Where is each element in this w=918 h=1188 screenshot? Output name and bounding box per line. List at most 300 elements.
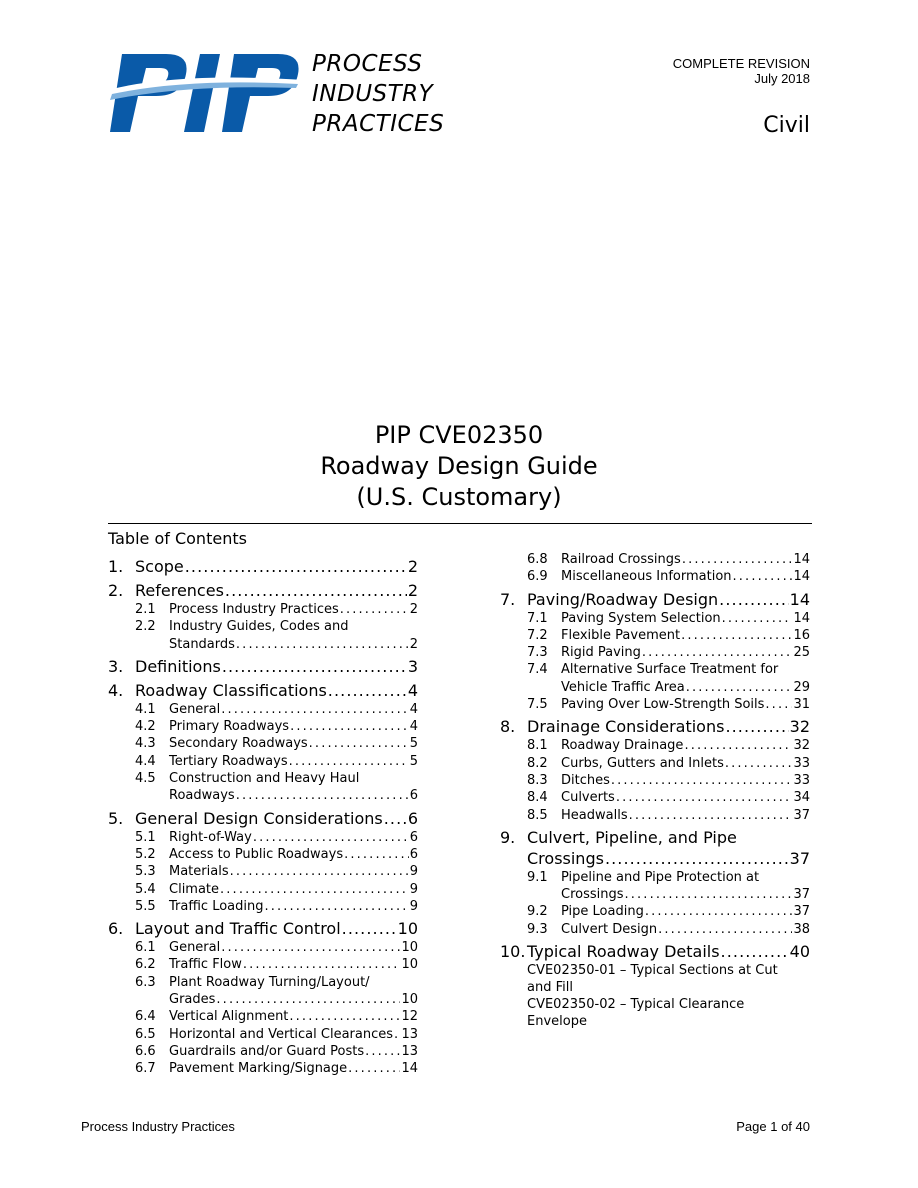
toc-page-number: 12	[401, 1009, 418, 1025]
toc-subentry-label: General	[169, 701, 221, 717]
toc-section-line	[500, 827, 810, 848]
toc-subentry-label: Pavement Marking/Signage	[169, 1061, 348, 1077]
toc-subentry	[500, 789, 810, 806]
toc-subentry-line	[135, 735, 418, 752]
toc-subentry-label: Rigid Paving	[561, 645, 641, 661]
revision-block	[673, 56, 810, 86]
toc-subentry-line	[527, 551, 810, 568]
toc-page-number: 14	[793, 552, 810, 567]
toc-subentry-number: 6.5	[135, 1026, 156, 1042]
toc-subentry-line	[135, 956, 418, 973]
toc-leader	[658, 921, 792, 938]
toc-subentry-label: Guardrails and/or Guard Posts	[169, 1043, 365, 1059]
toc-subentry-number: 8.4	[527, 790, 548, 806]
toc-section-number: 10.	[500, 942, 526, 962]
toc-leader	[221, 939, 400, 956]
toc-subentry-number: 6.4	[135, 1009, 156, 1025]
toc-section-label: Roadway Classifications	[135, 680, 327, 700]
toc-section-line	[500, 941, 810, 962]
toc-left-column	[108, 553, 418, 1078]
toc-subentry-label: Materials	[169, 864, 229, 880]
toc-page-number: 40	[789, 942, 810, 962]
toc-subentry-line	[135, 718, 418, 735]
toc-leader	[309, 735, 409, 752]
toc-subentry-number: 6.9	[527, 569, 548, 585]
toc-page-number: 16	[793, 627, 810, 643]
toc-subentry-line	[135, 1026, 418, 1043]
toc-leader	[220, 881, 409, 898]
toc-subentry-label: Traffic Loading	[169, 898, 264, 914]
toc-subentry-number: 6.7	[135, 1061, 156, 1077]
toc-subentry-label: Roadways	[169, 788, 235, 804]
toc-subentry-line	[527, 789, 810, 806]
toc-appendix-line: and Fill	[527, 980, 573, 996]
toc-subentry	[108, 735, 418, 752]
toc-subentry-label: Plant Roadway Turning/Layout/	[169, 974, 370, 990]
toc-section	[108, 918, 418, 1077]
toc-subentry-line	[135, 1008, 418, 1025]
toc-section-label: References	[135, 581, 224, 600]
toc-subentry-line	[527, 644, 810, 661]
footer-left: Process Industry Practices	[81, 1119, 235, 1134]
toc-subentry	[108, 1026, 418, 1043]
toc-heading: Table of Contents	[108, 529, 247, 548]
toc-leader	[616, 789, 793, 806]
toc-subentry-label: Access to Public Roadways	[169, 846, 344, 862]
toc-subentry-label: Climate	[169, 881, 220, 897]
toc-leader	[264, 898, 408, 915]
toc-page-number: 34	[793, 790, 810, 806]
toc-section-number: 3.	[108, 656, 124, 676]
toc-leader	[216, 991, 400, 1008]
toc-subentry-line	[135, 1060, 418, 1077]
toc-leader	[645, 903, 793, 920]
toc-section-line	[108, 808, 418, 829]
toc-subentry-number: 6.3	[135, 974, 156, 990]
toc-leader	[725, 755, 793, 772]
toc-subentry-label: Pipeline and Pipe Protection at	[561, 869, 760, 885]
toc-leader	[721, 941, 789, 962]
toc-subentry-line	[527, 568, 810, 585]
toc-subentry-label: Construction and Heavy Haul	[169, 771, 360, 787]
toc-subentry-line	[135, 991, 418, 1008]
toc-subentry-number: 4.5	[135, 771, 156, 787]
toc-subentry-line	[135, 829, 418, 846]
toc-leader	[243, 956, 401, 973]
toc-page-number: 5	[409, 736, 418, 752]
toc-subentry	[500, 568, 810, 585]
toc-subentry-label: Culvert Design	[561, 921, 658, 937]
toc-subentry-line	[135, 753, 418, 770]
toc-subentry-label: Industry Guides, Codes and	[169, 619, 349, 635]
logo-letter-i	[184, 54, 220, 132]
toc-section	[500, 589, 810, 714]
toc-section-label: Typical Roadway Details	[527, 942, 720, 962]
toc-subentry-number: 4.1	[135, 701, 156, 717]
toc-leader	[230, 863, 409, 880]
toc-subentry-label: Vertical Alignment	[169, 1009, 289, 1025]
toc-subentry-line	[527, 921, 810, 938]
toc-subentry	[500, 772, 810, 789]
toc-leader	[222, 656, 407, 677]
toc-page-number: 25	[793, 645, 810, 661]
toc-subentry-label: Curbs, Gutters and Inlets	[561, 755, 724, 771]
toc-section	[108, 556, 418, 577]
toc-section-line	[108, 580, 418, 601]
toc-leader	[253, 829, 409, 846]
toc-subentry-label: Tertiary Roadways	[169, 753, 288, 769]
toc-page-number: 33	[793, 772, 810, 788]
toc-subentry-number: 5.3	[135, 864, 156, 880]
toc-subentry	[108, 829, 418, 846]
toc-appendix-line: CVE02350-02 – Typical Clearance	[527, 997, 745, 1013]
toc-section-continued	[500, 551, 810, 586]
toc-section	[108, 580, 418, 653]
toc-section-number: 9.	[500, 827, 516, 847]
toc-subentry-label: Horizontal and Vertical Clearances	[169, 1026, 394, 1042]
toc-subentry-number: 9.2	[527, 904, 548, 920]
toc-subentry-line	[135, 939, 418, 956]
toc-section	[500, 827, 810, 938]
toc-subentry-label: Miscellaneous Information	[561, 569, 732, 585]
divider	[108, 523, 812, 524]
toc-leader	[328, 680, 407, 701]
toc-section	[108, 808, 418, 915]
toc-page-number: 9	[409, 898, 418, 914]
toc-leader	[348, 1060, 400, 1077]
toc-subentry	[108, 939, 418, 956]
toc-leader	[394, 1026, 400, 1043]
toc-leader	[605, 848, 789, 869]
toc-section	[500, 941, 810, 1030]
toc-page-number: 9	[409, 881, 418, 897]
toc-subentry-line	[527, 696, 810, 713]
toc-subentry	[500, 807, 810, 824]
toc-leader	[344, 846, 409, 863]
toc-subentry-line	[135, 881, 418, 898]
toc-page-number: 14	[789, 589, 810, 609]
toc-subentry-number: 4.4	[135, 753, 156, 769]
toc-section-label: Paving/Roadway Design	[527, 589, 719, 609]
toc-subentry-label: Crossings	[561, 887, 624, 903]
toc-page-number: 2	[409, 602, 418, 617]
toc-leader	[684, 737, 792, 754]
toc-subentry-number: 7.3	[527, 645, 548, 661]
toc-section-number: 7.	[500, 589, 516, 609]
toc-subentry-number: 7.1	[527, 610, 548, 626]
toc-subentry	[500, 627, 810, 644]
toc-subentry-label: Pipe Loading	[561, 904, 644, 920]
toc-page-number: 10	[401, 992, 418, 1008]
toc-subentry-line	[527, 737, 810, 754]
toc-subentry-line	[135, 846, 418, 863]
logo-line: INDUSTRY	[312, 81, 434, 107]
revision-date: July 2018	[754, 71, 810, 86]
toc-page-number: 2	[407, 557, 418, 576]
toc-section-line	[500, 716, 810, 737]
title-line-2: Roadway Design Guide	[320, 452, 598, 480]
toc-subentry-number: 6.2	[135, 957, 156, 973]
title-line-3: (U.S. Customary)	[356, 483, 562, 511]
toc-leader	[289, 753, 409, 770]
toc-subentry-line	[135, 787, 418, 804]
toc-section	[108, 656, 418, 677]
logo-line: PROCESS	[312, 51, 423, 77]
toc-page-number: 6	[409, 846, 418, 862]
toc-page-number: 3	[407, 656, 418, 676]
toc-page-number: 2	[409, 636, 418, 652]
toc-subentry-line	[135, 898, 418, 915]
toc-page-number: 4	[409, 701, 418, 717]
toc-section-line	[500, 589, 810, 610]
toc-page-number: 38	[793, 921, 810, 937]
toc-subentry-number: 6.6	[135, 1043, 156, 1059]
toc-subentry	[500, 903, 810, 920]
toc-subentry-label: Alternative Surface Treatment for	[561, 662, 779, 678]
toc-subentry-line	[135, 618, 418, 635]
toc-page-number: 10	[397, 919, 418, 939]
toc-leader	[236, 787, 409, 804]
toc-section-label: Culvert, Pipeline, and Pipe	[527, 827, 737, 847]
toc-subentry-number: 9.3	[527, 921, 548, 937]
toc-subentry-line	[527, 772, 810, 789]
toc-section-label: Crossings	[527, 848, 604, 868]
toc-leader	[290, 718, 409, 735]
toc-subentry-number: 8.2	[527, 755, 548, 771]
logo-wordmark	[312, 49, 444, 139]
toc-leader	[384, 808, 407, 829]
toc-subentry	[500, 551, 810, 568]
toc-subentry	[108, 1008, 418, 1025]
toc-subentry-number: 7.5	[527, 697, 548, 713]
logo-letter-p2	[222, 54, 299, 132]
toc-subentry-number: 6.8	[527, 552, 548, 567]
toc-page-number: 32	[793, 738, 810, 754]
logo-line: PRACTICES	[312, 111, 445, 137]
toc-subentry	[500, 644, 810, 661]
toc-subentry-number: 2.1	[135, 602, 156, 617]
toc-section-number: 8.	[500, 717, 516, 737]
toc-subentry-line	[527, 627, 810, 644]
toc-subentry-number: 5.4	[135, 881, 156, 897]
toc-leader	[225, 580, 407, 601]
toc-page-number: 9	[409, 864, 418, 880]
toc-leader	[340, 601, 409, 618]
toc-appendix-line: Envelope	[527, 1014, 587, 1030]
toc-page-number: 6	[407, 808, 418, 828]
toc-subentry-line	[527, 886, 810, 903]
toc-subentry-line	[135, 601, 418, 618]
toc-leader	[686, 679, 793, 696]
toc-subentry-number: 5.1	[135, 829, 156, 845]
title-line-1: PIP CVE02350	[374, 421, 544, 449]
toc-subentry-line	[527, 661, 810, 678]
toc-subentry-line	[135, 863, 418, 880]
toc-subentry	[108, 718, 418, 735]
toc-subentry-number: 7.4	[527, 662, 548, 678]
toc-subentry-label: Flexible Pavement	[561, 627, 681, 643]
toc-subentry-label: Process Industry Practices	[169, 602, 339, 617]
toc-subentry-number: 5.5	[135, 898, 156, 914]
toc-subentry	[108, 863, 418, 880]
category-label: Civil	[763, 113, 810, 138]
toc-page-number: 10	[401, 940, 418, 956]
toc-subentry-label: Paving Over Low-Strength Soils	[561, 697, 765, 713]
toc-subentry-line	[135, 974, 418, 991]
toc-section	[108, 680, 418, 805]
toc-page-number: 29	[793, 679, 810, 695]
toc-leader	[765, 696, 792, 713]
toc-subentry-line	[527, 807, 810, 824]
toc-subentry-number: 8.5	[527, 807, 548, 823]
toc-subentry-label: Primary Roadways	[169, 719, 290, 735]
toc-page-number: 2	[407, 581, 418, 600]
toc-subentry-number: 5.2	[135, 846, 156, 862]
toc-subentry-line	[527, 869, 810, 886]
toc-subentry	[108, 770, 418, 805]
toc-subentry-label: Grades	[169, 992, 216, 1008]
toc-section-number: 5.	[108, 808, 124, 828]
toc-subentry-label: Ditches	[561, 772, 610, 788]
toc-subentry	[500, 869, 810, 904]
toc-subentry-line	[527, 903, 810, 920]
toc-section-label: Scope	[135, 557, 184, 576]
toc-subentry-line	[135, 770, 418, 787]
toc-leader	[342, 918, 397, 939]
toc-subentry-label: Right-of-Way	[169, 829, 252, 845]
toc-right-column	[500, 548, 810, 1030]
toc-leader	[221, 701, 408, 718]
toc-subentry	[108, 1060, 418, 1077]
toc-subentry	[108, 956, 418, 973]
document-title	[0, 420, 918, 513]
toc-page-number: 37	[793, 887, 810, 903]
toc-leader	[365, 1043, 400, 1060]
toc-leader	[625, 886, 793, 903]
toc-section-number: 6.	[108, 919, 124, 939]
toc-page-number: 32	[789, 717, 810, 737]
toc-section-line	[500, 848, 810, 869]
toc-subentry	[108, 898, 418, 915]
toc-leader	[725, 716, 788, 737]
toc-page-number: 6	[409, 829, 418, 845]
revision-label: COMPLETE REVISION	[672, 56, 810, 71]
toc-appendix-line: CVE02350-01 – Typical Sections at Cut	[527, 963, 778, 979]
toc-subentry	[108, 701, 418, 718]
toc-leader	[236, 636, 409, 653]
toc-subentry-number: 4.2	[135, 719, 156, 735]
toc-page-number: 6	[409, 788, 418, 804]
toc-subentry	[108, 1043, 418, 1060]
toc-section-line	[108, 680, 418, 701]
toc-leader	[722, 610, 793, 627]
toc-subentry	[500, 737, 810, 754]
toc-section-label: Definitions	[135, 656, 221, 676]
toc-subentry-line	[527, 679, 810, 696]
toc-subentry-label: Vehicle Traffic Area	[561, 679, 685, 695]
pip-logo	[108, 50, 304, 136]
toc-page-number: 14	[793, 610, 810, 626]
toc-section-number: 2.	[108, 581, 124, 600]
toc-subentry	[500, 696, 810, 713]
toc-page-number: 13	[401, 1026, 418, 1042]
toc-subentry	[108, 601, 418, 618]
toc-subentry-number: 2.2	[135, 619, 156, 635]
toc-leader	[681, 627, 792, 644]
toc-leader	[719, 589, 788, 610]
toc-subentry-label: Secondary Roadways	[169, 736, 308, 752]
toc-subentry-number: 9.1	[527, 869, 548, 885]
toc-section-line	[108, 918, 418, 939]
toc-subentry	[108, 753, 418, 770]
toc-leader	[629, 807, 793, 824]
toc-subentry	[108, 618, 418, 653]
toc-subentry-label: Culverts	[561, 790, 615, 806]
toc-subentry-number: 6.1	[135, 940, 156, 956]
toc-section-line	[108, 656, 418, 677]
toc-page-number: 37	[793, 807, 810, 823]
toc-page-number: 5	[409, 753, 418, 769]
toc-section-line	[108, 556, 418, 577]
toc-subentry-line	[135, 636, 418, 653]
toc-subentry-label: Standards	[169, 636, 235, 652]
toc-subentry	[500, 610, 810, 627]
toc-leader	[642, 644, 793, 661]
toc-page-number: 31	[793, 697, 810, 713]
toc-subentry	[500, 921, 810, 938]
toc-subentry-line	[527, 610, 810, 627]
toc-subentry-line	[527, 755, 810, 772]
toc-subentry-label: Headwalls	[561, 807, 628, 823]
toc-leader	[611, 772, 793, 789]
toc-subentry-line	[135, 1043, 418, 1060]
toc-subentry-label: Roadway Drainage	[561, 738, 684, 754]
toc-subentry-number: 4.3	[135, 736, 156, 752]
toc-subentry	[500, 661, 810, 696]
footer-page: Page 1 of 40	[736, 1119, 810, 1134]
toc-section-label: Drainage Considerations	[527, 717, 725, 737]
toc-leader	[733, 568, 793, 585]
toc-subentry-label: Traffic Flow	[169, 957, 242, 973]
toc-subentry-number: 8.3	[527, 772, 548, 788]
toc-page-number: 37	[793, 904, 810, 920]
toc-subentry-number: 7.2	[527, 627, 548, 643]
toc-section-number: 4.	[108, 680, 124, 700]
toc-subentry-label: Paving System Selection	[561, 610, 721, 626]
toc-section-number: 1.	[108, 557, 124, 576]
toc-section	[500, 716, 810, 823]
toc-subentry-line	[135, 701, 418, 718]
toc-subentry	[108, 881, 418, 898]
toc-page-number: 33	[793, 755, 810, 771]
toc-subentry	[108, 974, 418, 1009]
toc-subentry-number: 8.1	[527, 738, 548, 754]
toc-page-number: 4	[409, 719, 418, 735]
toc-page-number: 37	[789, 848, 810, 868]
toc-page-number: 4	[407, 680, 418, 700]
toc-subentry-label: General	[169, 940, 221, 956]
toc-page-number: 13	[401, 1043, 418, 1059]
toc-page-number: 14	[401, 1061, 418, 1077]
toc-section-label: General Design Considerations	[135, 808, 383, 828]
toc-page-number: 14	[793, 569, 810, 585]
toc-leader	[682, 551, 793, 568]
toc-subentry-label: Railroad Crossings	[561, 552, 681, 567]
toc-page-number: 10	[401, 957, 418, 973]
toc-leader	[289, 1008, 400, 1025]
toc-subentry	[108, 846, 418, 863]
toc-subentry	[500, 755, 810, 772]
